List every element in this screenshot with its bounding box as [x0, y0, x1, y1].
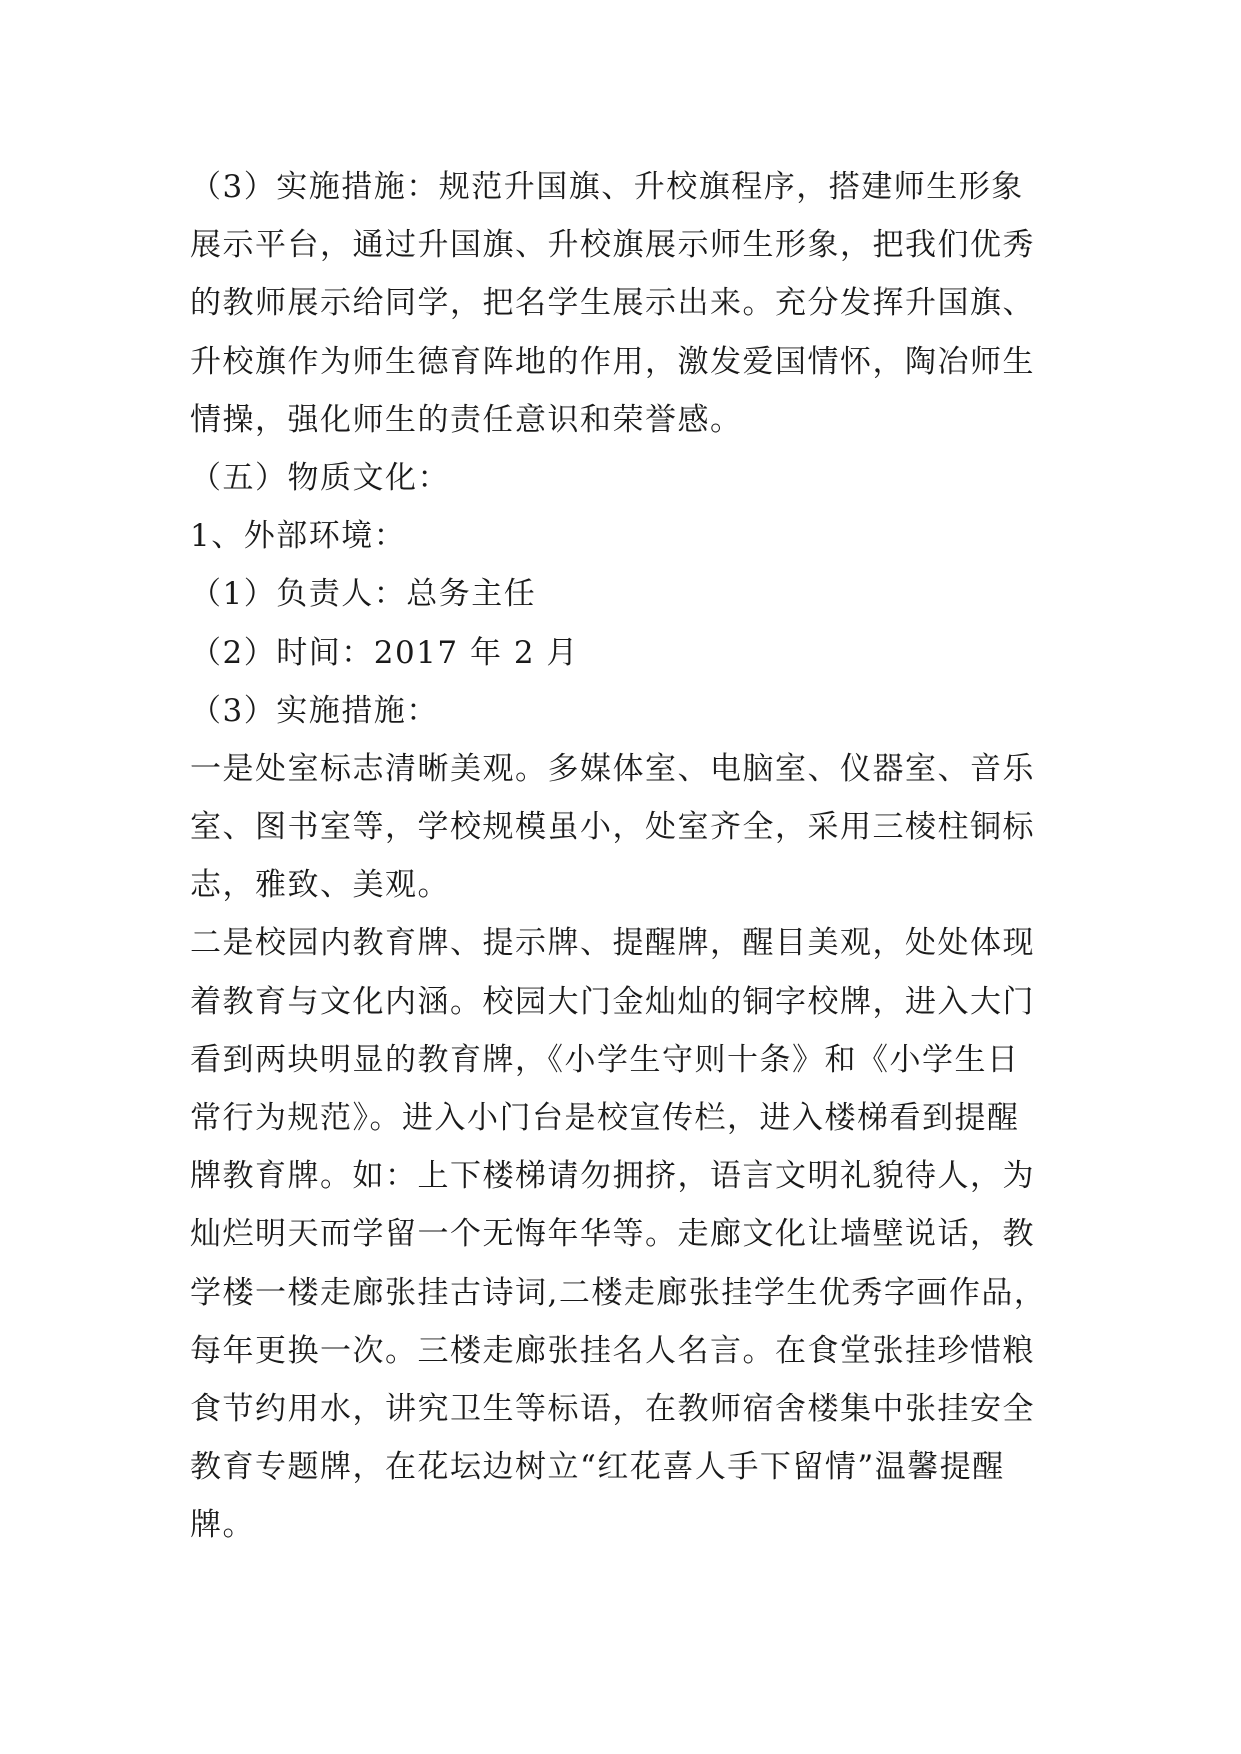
document-body [190, 158, 1070, 1555]
subsection-heading: 1、外部环境： [190, 518, 407, 555]
text-line: 学楼一楼走廊张挂古诗词,二楼走廊张挂学生优秀字画作品， [190, 1274, 1047, 1311]
text-line: 二是校园内教育牌、提示牌、提醒牌，醒目美观，处处体现 [190, 925, 1035, 962]
text-line: （1）负责人：总务主任 [190, 576, 537, 613]
text-line: （2）时间：2017 年 2 月 [190, 634, 579, 671]
text-line: 着教育与文化内涵。校园大门金灿灿的铜字校牌，进入大门 [190, 983, 1035, 1020]
text-line: 的教师展示给同学，把名学生展示出来。充分发挥升国旗、 [190, 285, 1035, 322]
text-line: （3）实施措施： [190, 692, 439, 729]
text-line: 灿烂明天而学留一个无悔年华等。走廊文化让墙壁说话，教 [190, 1216, 1035, 1253]
text-line: 展示平台，通过升国旗、升校旗展示师生形象，把我们优秀 [190, 227, 1035, 264]
text-line: 室、图书室等，学校规模虽小，处室齐全，采用三棱柱铜标 [190, 809, 1035, 846]
text-line: （3）实施措施：规范升国旗、升校旗程序，搭建师生形象 [190, 169, 1024, 205]
text-line: 牌教育牌。如：上下楼梯请勿拥挤，语言文明礼貌待人，为 [190, 1158, 1035, 1195]
text-line: 每年更换一次。三楼走廊张挂名人名言。在食堂张挂珍惜粮 [190, 1332, 1035, 1369]
section-heading: （五）物质文化： [190, 459, 450, 496]
text-line: 看到两块明显的教育牌，《小学生守则十条》和《小学生日 [190, 1041, 1020, 1078]
text-line: 志，雅致、美观。 [190, 867, 450, 904]
text-line: 常行为规范》。进入小门台是校宣传栏，进入楼梯看到提醒 [190, 1100, 1020, 1136]
text-line: 食节约用水，讲究卫生等标语，在教师宿舍楼集中张挂安全 [190, 1390, 1035, 1427]
text-line: 教育专题牌，在花坛边树立“红花喜人手下留情”温馨提醒 [190, 1449, 1005, 1486]
text-line: 牌。 [190, 1507, 255, 1544]
text-line: 一是处室标志清晰美观。多媒体室、电脑室、仪器室、音乐 [190, 750, 1035, 787]
text-line: 情操，强化师生的责任意识和荣誉感。 [190, 401, 743, 438]
text-line: 升校旗作为师生德育阵地的作用，激发爱国情怀，陶冶师生 [190, 343, 1035, 380]
